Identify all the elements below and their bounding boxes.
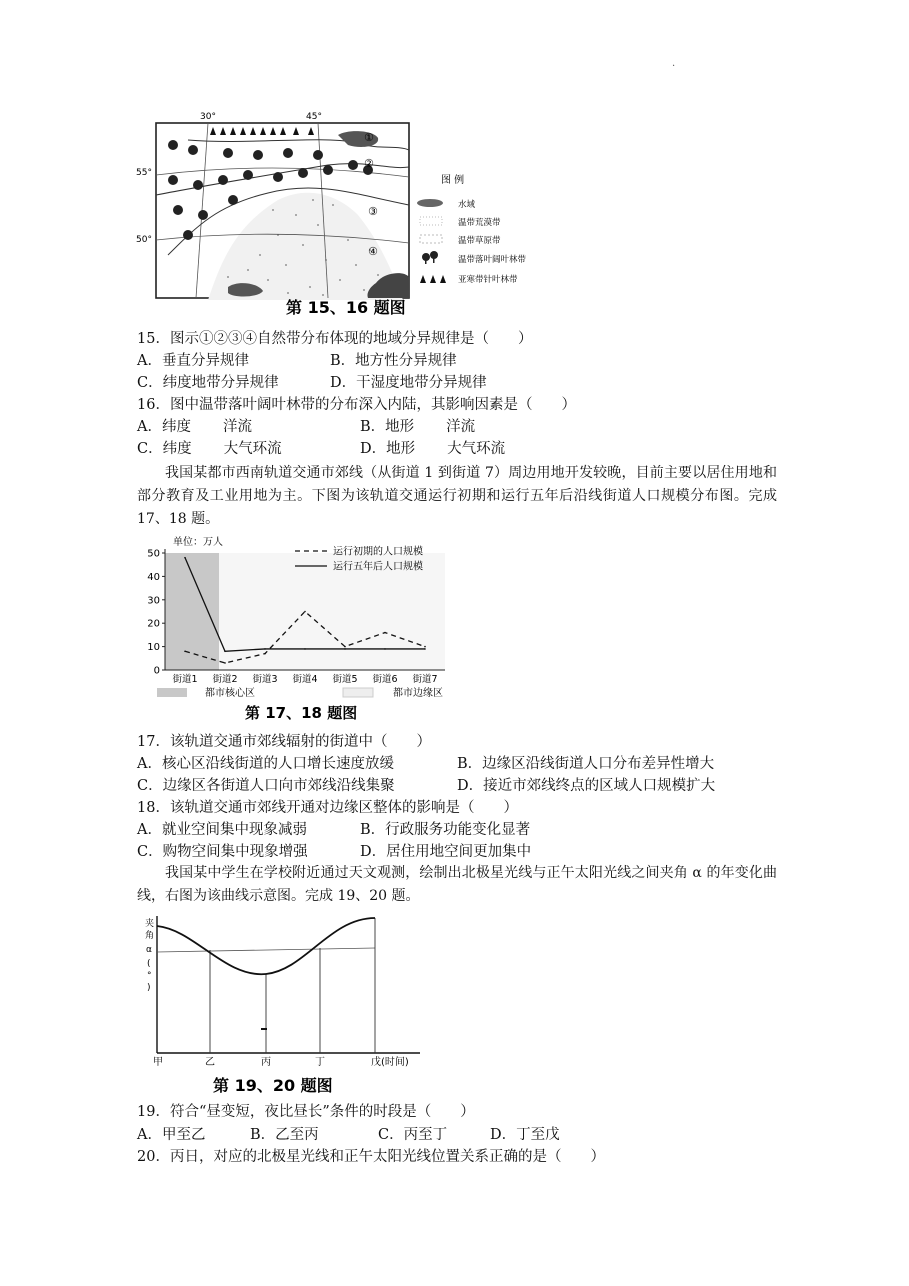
question-15-stem: 15．图示①②③④自然带分布体现的地域分异规律是（ ）	[137, 331, 533, 347]
q16-a-part1: A．纬度	[137, 419, 191, 435]
legend-grassland: 温带草原带	[458, 236, 501, 246]
q18-option-a[interactable]: A．就业空间集中现象减弱	[137, 822, 307, 838]
q16-d-part1: D．地形	[360, 441, 416, 457]
series-point	[344, 648, 346, 650]
q18-option-b[interactable]: B．行政服务功能变化显著	[360, 822, 531, 838]
q16-c-part2: 大气环流	[223, 441, 282, 457]
x-tick-label: 街道6	[372, 674, 398, 685]
legend-label-2: 运行五年后人口规模	[333, 561, 423, 573]
angle-curve	[157, 918, 375, 974]
y-axis-label	[145, 917, 154, 993]
grassland-legend-icon	[420, 235, 442, 243]
series-point	[384, 632, 386, 634]
q16-a-part2: 洋流	[222, 419, 252, 435]
q19-option-d[interactable]: D．丁至戊	[490, 1127, 560, 1143]
y-tick-label: 40	[147, 571, 160, 583]
x-label-ding: 丁	[315, 1057, 325, 1068]
series-point	[184, 557, 186, 559]
q17-option-c[interactable]: C．边缘区各街道人口向市郊线沿线集聚	[137, 778, 395, 794]
q15-option-c[interactable]: C．纬度地带分异规律	[137, 375, 279, 391]
natural-belt-map	[128, 105, 568, 325]
series-point	[264, 653, 266, 655]
broadleaf-tree-icon	[422, 251, 438, 264]
edge-area-label: 都市边缘区	[393, 688, 443, 699]
figure-15-16	[128, 105, 568, 325]
population-chart	[135, 533, 455, 728]
zone-mark-4: ④	[368, 245, 378, 258]
q16-b-part2: 洋流	[446, 419, 476, 435]
q16-option-c[interactable]	[137, 438, 282, 460]
zone-mark-1: ①	[364, 131, 374, 144]
q15-option-a[interactable]: A．垂直分异规律	[137, 353, 249, 369]
x-label-yi: 乙	[205, 1057, 215, 1068]
series-point	[264, 648, 266, 650]
x-tick-label: 街道4	[292, 674, 318, 685]
series-point	[424, 648, 426, 650]
q19-option-b[interactable]: B．乙至丙	[250, 1127, 319, 1143]
question-19-stem: 19．符合“昼变短，夜比昼长”条件的时段是（ ）	[137, 1104, 475, 1120]
series-point	[424, 646, 426, 648]
svg-text:): )	[147, 983, 151, 993]
q18-option-d[interactable]: D．居住用地空间更加集中	[360, 844, 532, 860]
y-tick-label: 30	[147, 595, 160, 607]
q18-option-c[interactable]: C．购物空间集中现象增强	[137, 844, 308, 860]
zone-mark-2: ②	[364, 157, 374, 170]
x-tick-label: 街道3	[252, 674, 278, 685]
edge-area-swatch	[343, 688, 373, 697]
lon-label-45: 45°	[306, 112, 322, 122]
question-16-stem: 16．图中温带落叶阔叶林带的分布深入内陆，其影响因素是（ ）	[137, 397, 576, 413]
series-point	[304, 648, 306, 650]
question-18-stem: 18．该轨道交通市郊线开通对边缘区整体的影响是（ ）	[137, 800, 518, 816]
svg-text:夹: 夹	[145, 919, 155, 929]
conifer-tree-icon	[420, 275, 446, 283]
intro-17-18: 我国某都市西南轨道交通市郊线（从街道 1 到街道 7）周边用地开发较晚，目前主要以居住用地和部分教育及工业用地为主。下图为该轨道交通运行初期和运行五年后沿线街道人口规模分布图。完成 17、18 题。	[137, 465, 777, 527]
water-legend-icon	[417, 199, 443, 207]
core-area-swatch	[157, 688, 187, 697]
intro-19-20: 我国某中学生在学校附近通过天文观测，绘制出北极星光线与正午太阳光线之间夹角 α 的年变化曲线，右图为该曲线示意图。完成 19、20 题。	[137, 865, 777, 904]
x-label-bing: 丙	[261, 1057, 271, 1068]
figure-15-16-caption: 第 15、16 题图	[286, 298, 406, 317]
lat-label-50: 50°	[136, 235, 152, 245]
y-tick-label: 10	[147, 642, 160, 654]
q16-option-b[interactable]	[360, 416, 475, 438]
q16-b-part1: B．地形	[360, 419, 415, 435]
q16-c-part1: C．纬度	[137, 441, 192, 457]
x-label-jia: 甲	[153, 1057, 163, 1068]
corner-dot: .	[672, 58, 676, 69]
series-point	[224, 650, 226, 652]
q17-option-b[interactable]: B．边缘区沿线街道人口分布差异性增大	[457, 756, 715, 772]
series-point	[304, 611, 306, 613]
legend-label-1: 运行初期的人口规模	[333, 546, 423, 558]
y-tick-label: 20	[147, 618, 160, 630]
series-point	[344, 646, 346, 648]
zone-mark-3: ③	[368, 205, 378, 218]
svg-text:角: 角	[145, 931, 155, 941]
legend-desert: 温带荒漠带	[458, 218, 501, 228]
x-tick-label: 街道5	[332, 674, 358, 685]
figure-19-20-caption: 第 19、20 题图	[213, 1076, 333, 1095]
x-tick-label: 街道7	[412, 674, 438, 685]
q16-d-part2: 大气环流	[447, 441, 506, 457]
chart-unit-label: 单位：万人	[173, 537, 223, 548]
q19-option-c[interactable]: C．丙至丁	[378, 1127, 448, 1143]
legend-broadleaf: 温带落叶阔叶林带	[458, 255, 527, 265]
lon-label-30: 30°	[200, 112, 216, 122]
svg-text:(: (	[147, 959, 151, 969]
series-point	[224, 662, 226, 664]
q19-option-a[interactable]: A．甲至乙	[137, 1127, 206, 1143]
q17-option-a[interactable]: A．核心区沿线街道的人口增长速度放缓	[137, 756, 394, 772]
q17-option-d[interactable]: D．接近市郊线终点的区域人口规模扩大	[457, 778, 716, 794]
figure-19-20	[135, 908, 435, 1100]
core-area-label: 都市核心区	[205, 688, 255, 699]
figure-17-18	[135, 533, 455, 728]
series-point	[384, 648, 386, 650]
core-area-shading	[165, 553, 219, 670]
q15-option-d[interactable]: D．干湿度地带分异规律	[330, 375, 487, 391]
svg-text:°: °	[147, 971, 152, 981]
desert-legend-icon	[420, 217, 442, 225]
series-point	[184, 650, 186, 652]
y-tick-label: 0	[153, 665, 160, 677]
x-tick-label: 街道1	[172, 674, 198, 685]
legend-conifer: 亚寒带针叶林带	[458, 275, 518, 285]
q16-option-a[interactable]	[137, 416, 252, 438]
figure-17-18-caption: 第 17、18 题图	[245, 704, 358, 722]
question-17-stem: 17．该轨道交通市郊线辐射的街道中（ ）	[137, 734, 431, 750]
legend-title: 图 例	[441, 175, 465, 186]
y-tick-label: 50	[147, 548, 160, 560]
x-label-wu: 戊(时间)	[371, 1057, 409, 1068]
angle-curve-diagram	[135, 908, 435, 1100]
lat-label-55: 55°	[136, 168, 152, 178]
legend-water: 水域	[458, 200, 476, 210]
x-tick-label: 街道2	[212, 674, 238, 685]
question-20-stem: 20．丙日，对应的北极星光线和正午太阳光线位置关系正确的是（ ）	[137, 1149, 605, 1165]
q15-option-b[interactable]: B．地方性分异规律	[330, 353, 457, 369]
svg-text:α: α	[146, 945, 152, 955]
q16-option-d[interactable]	[360, 438, 505, 460]
